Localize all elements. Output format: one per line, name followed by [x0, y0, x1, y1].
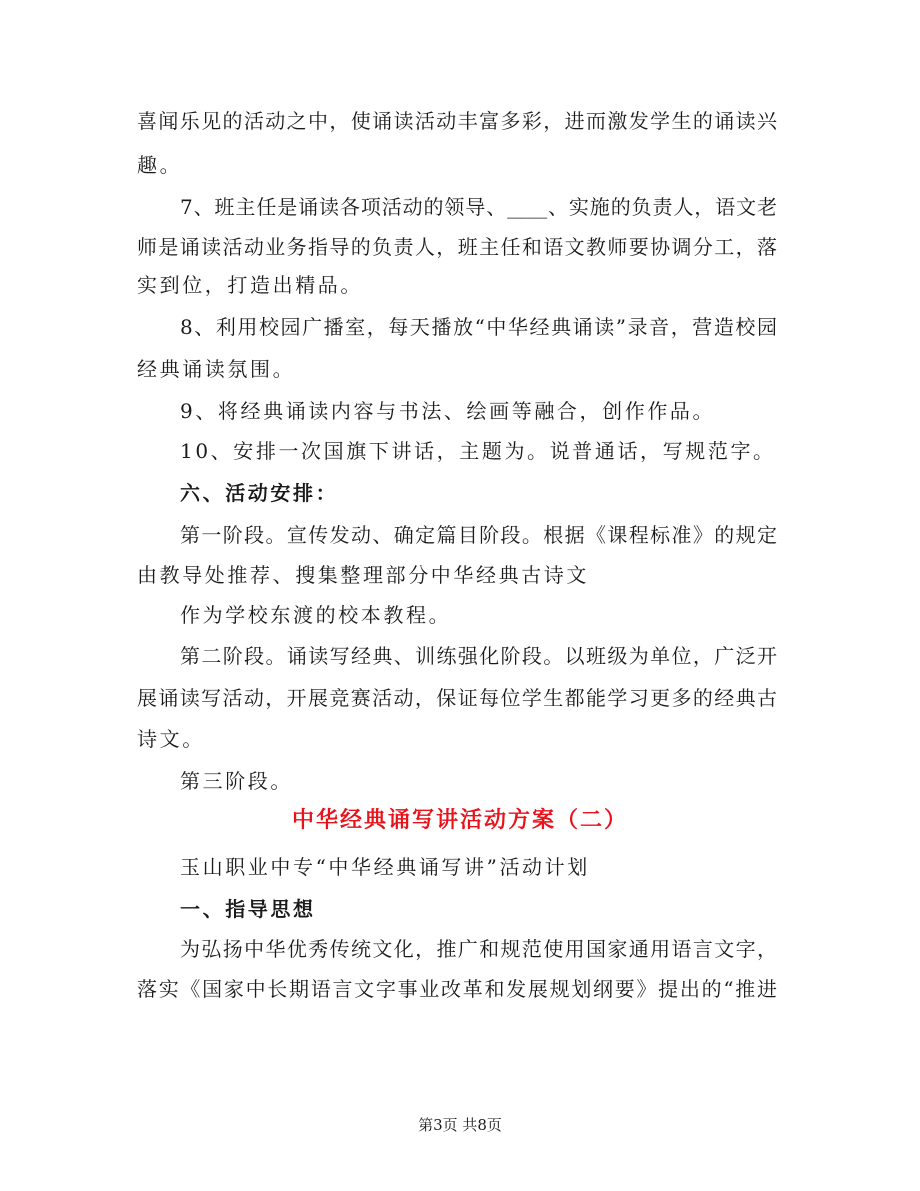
list-item-8-line: 8、利用校园广播室，每天播放“中华经典诵读”录音，营造校园 — [180, 315, 777, 339]
paragraph-line: 第三阶段。 — [180, 769, 293, 793]
paragraph-line: 诗文。 — [137, 727, 205, 751]
paragraph-line: 由教导处推荐、搜集整理部分中华经典古诗文 — [137, 563, 589, 587]
list-item-9-line: 9、将经典诵读内容与书法、绘画等融合，创作作品。 — [180, 399, 716, 423]
paragraph-line: 趣。 — [137, 153, 183, 177]
section-heading: 一、指导思想 — [180, 897, 316, 921]
paragraph-line: 师是诵读活动业务指导的负责人，班主任和语文教师要协调分工，落 — [137, 235, 777, 259]
paragraph-line: 为弘扬中华优秀传统文化，推广和规范使用国家通用语言文字， — [180, 937, 777, 961]
list-item-10-line: 10、安排一次国旗下讲话，主题为。说普通话，写规范字。 — [180, 439, 776, 463]
section-heading: 六、活动安排： — [180, 481, 339, 505]
page-number: 第3页 共8页 — [418, 1116, 502, 1134]
paragraph-line: 作为学校东渡的校本教程。 — [180, 603, 452, 627]
paragraph-line: 第一阶段。宣传发动、确定篇目阶段。根据《课程标准》的规定 — [180, 523, 777, 547]
paragraph-line: 经典诵读氛围。 — [137, 357, 296, 381]
paragraph-line: 展诵读写活动，开展竞赛活动，保证每位学生都能学习更多的经典古 — [137, 686, 777, 710]
section-title: 中华经典诵写讲活动方案（二） — [291, 807, 628, 833]
paragraph-line: 实到位，打造出精品。 — [137, 273, 363, 297]
list-item-7-line: 7、班主任是诵读各项活动的领导、____、实施的负责人，语文老 — [180, 195, 777, 219]
paragraph-line: 落实《国家中长期语言文字事业改革和发展规划纲要》提出的“推进 — [137, 977, 777, 1001]
paragraph-line: 喜闻乐见的活动之中，使诵读活动丰富多彩，进而激发学生的诵读兴 — [137, 109, 777, 133]
plan-title-line: 玉山职业中专“中华经典诵写讲”活动计划 — [180, 855, 590, 879]
paragraph-line: 第二阶段。诵读写经典、训练强化阶段。以班级为单位，广泛开 — [180, 644, 777, 668]
